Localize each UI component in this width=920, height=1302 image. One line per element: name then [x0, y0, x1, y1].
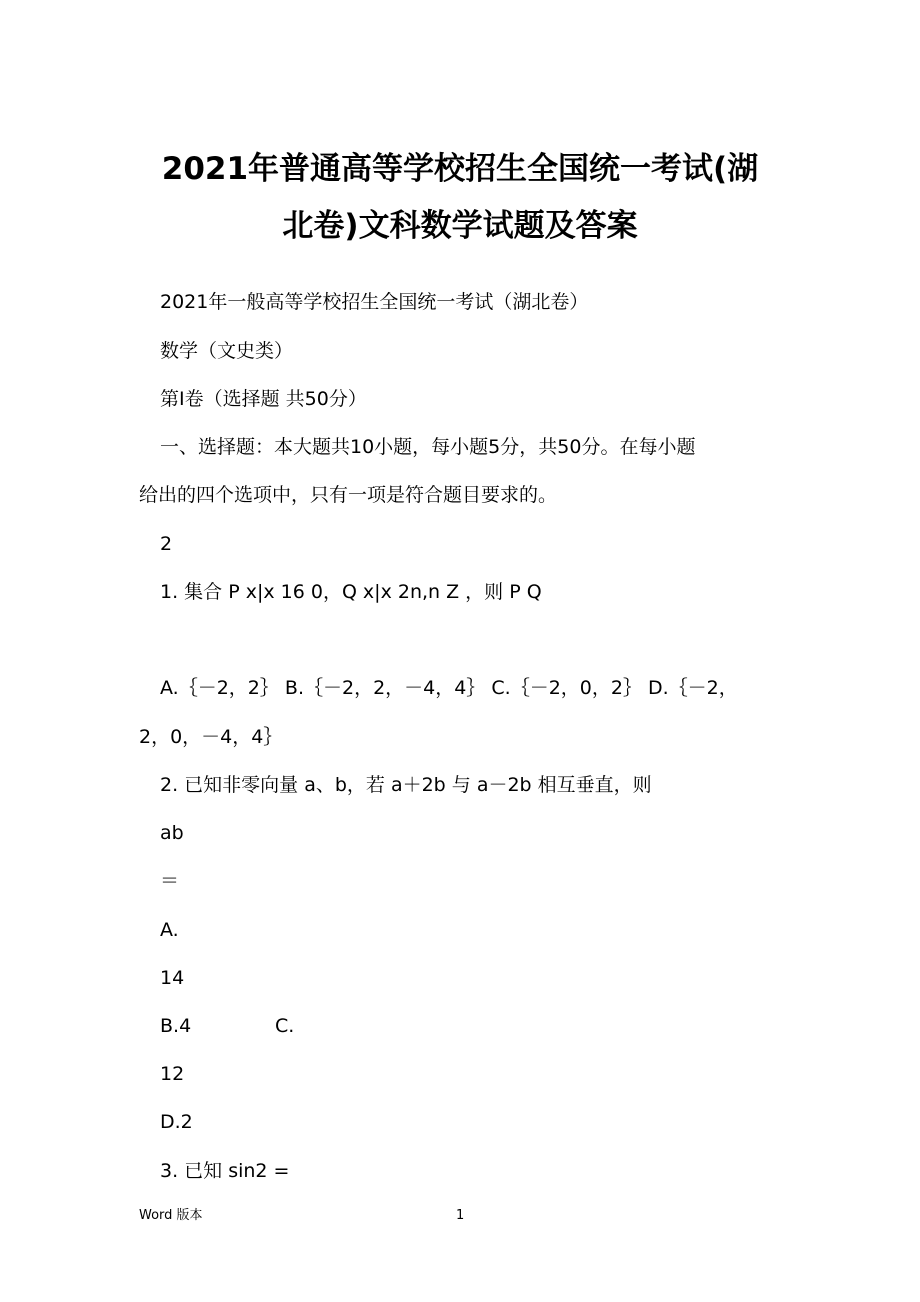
q2-option-a-value: 14: [160, 967, 185, 989]
q2-option-b: B.4: [160, 1015, 192, 1037]
q1-stem: 1. 集合 P x|x 16 0，Q x|x 2n,n Z ，则 P Q: [160, 581, 542, 603]
q1-superscript: 2: [160, 533, 173, 555]
page-number: 1: [456, 1208, 465, 1223]
document-title-line-1: 2021年普通高等学校招生全国统一考试(湖: [161, 151, 759, 187]
q2-option-c-value: 12: [160, 1063, 185, 1085]
q2-option-a: A.: [160, 919, 179, 941]
q3-stem: 3. 已知 sin2 =: [160, 1160, 290, 1182]
section-instruction-line-2: 给出的四个选项中，只有一项是符合题目要求的。: [139, 484, 558, 506]
volume-header: 第Ⅰ卷（选择题 共50分）: [160, 388, 367, 410]
q2-option-c: C.: [275, 1015, 295, 1037]
q2-equals: ＝: [160, 870, 180, 892]
document-title-line-2: 北卷)文科数学试题及答案: [282, 208, 638, 244]
q1-options-line-2: 2，0，－4，4｝: [139, 726, 283, 748]
q2-fraction: ab: [160, 822, 184, 844]
subject-header: 数学（文史类）: [160, 340, 294, 362]
exam-header: 2021年一般高等学校招生全国统一考试（湖北卷）: [160, 291, 589, 313]
q2-option-d: D.2: [160, 1111, 193, 1133]
footer-label: Word 版本: [139, 1208, 203, 1223]
section-instruction-line-1: 一、选择题：本大题共10小题，每小题5分，共50分。在每小题: [160, 436, 696, 458]
q1-options-line-1: A.｛－2，2｝ B.｛－2，2，－4，4｝ C.｛－2，0，2｝ D.｛－2，: [160, 677, 738, 699]
q2-stem: 2. 已知非零向量 a、b，若 a＋2b 与 a－2b 相互垂直，则: [160, 774, 652, 796]
